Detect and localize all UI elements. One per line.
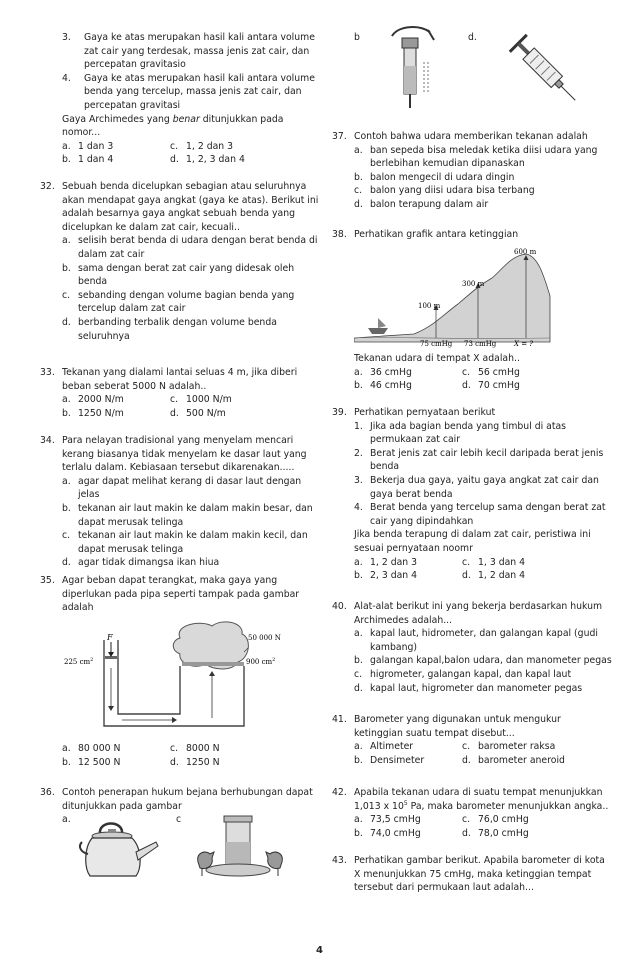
- question-43: 43. Perhatikan gambar berikut. Apabila barometer di kota X menunjukkan 75 cmHg, maka ketinggian tempat tersebut dari permukaan laut adalah...: [332, 854, 612, 895]
- option-b[interactable]: b. 74,0 cmHg: [354, 827, 421, 839]
- question-stem: Contoh bahwa udara memberikan tekanan adalah: [354, 131, 588, 142]
- option-a-label[interactable]: a.: [62, 814, 71, 826]
- label-x: X = ?: [514, 340, 534, 348]
- option-d[interactable]: d. 78,0 cmHg: [462, 827, 529, 839]
- statement-2: 2. Berat jenis zat cair lebih kecil daripada berat jenis benda: [354, 447, 604, 473]
- question-38-options: Tekanan udara di tempat X adalah.. a. 36 cmHg c. 56 cmHg b. 46 cmHg d. 70 cmHg: [332, 352, 612, 393]
- hydraulic-pipe-figure: [62, 618, 302, 740]
- option-a[interactable]: a. selisih berat benda di udara dengan berat benda di dalam zat cair: [62, 235, 318, 260]
- question-stem: Agar beban dapat terangkat, maka gaya yang diperlukan pada pipa seperti tampak pada gambar adalah: [62, 575, 300, 614]
- option-c[interactable]: c. balon yang diisi udara bisa terbang: [354, 185, 535, 197]
- big-piston: [182, 662, 244, 666]
- option-c[interactable]: c. 1, 2 dan 3: [170, 140, 234, 152]
- option-a[interactable]: a. 36 cmHg: [354, 366, 412, 378]
- question-38: 38. Perhatikan grafik antara ketinggian: [332, 228, 612, 242]
- label-73cmhg: 73 cmHg: [464, 340, 497, 348]
- syringe-image: [502, 24, 582, 110]
- question-36: 36. Contoh penerapan hukum bejana berhubungan dapat ditunjukkan pada gambar a. c: [40, 786, 320, 827]
- label-300m: 300 m: [462, 280, 485, 288]
- option-d[interactable]: d. 1, 2 dan 4: [462, 570, 526, 582]
- option-b[interactable]: b. 12 500 N: [62, 756, 121, 768]
- question-35-options: [40, 742, 320, 769]
- statement-3: 3. Bekerja dua gaya, yaitu gaya angkat zat cair dan gaya berat benda: [354, 474, 599, 500]
- option-b[interactable]: b. tekanan air laut makin ke dalam makin besar, dan dapat merusak telinga: [62, 502, 313, 528]
- question-37: 37. Contoh bahwa udara memberikan tekanan adalah a. ban sepeda bisa meledak ketika diisi udara yang berlebihan kemudian dipanaskan b. balon mengecil di udara dingin c. balon yang diisi udara bisa terbang d. balon terapung dalam air: [332, 130, 612, 212]
- small-area-label: 225 $cm^2$: [64, 657, 94, 666]
- label-100m: 100 m: [418, 302, 441, 310]
- option-c[interactable]: c. 8000 N: [170, 743, 220, 754]
- option-a[interactable]: a. kapal laut, hidrometer, dan galangan kapal (gudi kambang): [354, 628, 598, 653]
- question-stem: Perhatikan pernyataan berikut: [354, 407, 496, 418]
- option-d[interactable]: d. agar tidak dimangsa ikan hiua: [62, 557, 220, 569]
- question-stem: Alat-alat berikut ini yang bekerja berdasarkan hukum Archimedes adalah...: [354, 601, 603, 626]
- option-c-label[interactable]: c: [176, 814, 182, 826]
- option-b[interactable]: b. Densimeter: [354, 754, 425, 766]
- label-600m: 600 m: [514, 248, 537, 256]
- big-area-label: 900 $cm^2$: [246, 657, 276, 666]
- question-33: 33. Tekanan yang dialami lantai seluas 4 m, jika diberi beban seberat 5000 N adalah.. a. 2000 N/m c. 1000 N/m b. 1250 N/m d. 500 N/m: [40, 366, 320, 420]
- option-b[interactable]: b. 1250 N/m: [62, 407, 124, 419]
- option-c[interactable]: c. barometer raksa: [462, 741, 556, 753]
- option-d[interactable]: d. 70 cmHg: [462, 380, 520, 392]
- option-d-label[interactable]: d.: [468, 32, 477, 43]
- kettle-image: [78, 812, 164, 882]
- question-stem: Apabila tekanan udara di suatu tempat menunjukkan 1,013 x $10^5$ Pa, maka barometer menunjukkan angka..: [354, 787, 609, 812]
- option-b-label[interactable]: b: [354, 32, 360, 43]
- question-34: 34. Para nelayan tradisional yang menyelam mencari kerang biasanya tidak menyelam ke dasar laut yang terlalu dalam. Kebiasaan tersebut dikarenakan..... a. agar dapat melihat kerang di dasar laut dengan jelas b. tekanan air laut makin ke dalam makin besar, dan dapat merusak telinga c. tekanan air laut makin ke dalam makin kecil, dan dapat merusak telinga d. agar tidak dimangsa ikan hiua: [40, 434, 320, 570]
- option-c[interactable]: c. 1000 N/m: [170, 394, 232, 406]
- question-40: 40. Alat-alat berikut ini yang bekerja berdasarkan hukum Archimedes adalah... a. kapal laut, hidrometer, dan galangan kapal (gudi kambang) b. galangan kapal,balon udara, dan manometer pegas c. higrometer, galangan kapal, dan kapal laut d. kapal laut, higrometer dan manometer pegas: [332, 601, 612, 694]
- question-stem: Barometer yang digunakan untuk mengukur ketinggian suatu tempat disebut...: [354, 714, 561, 739]
- question-42: 42. Apabila tekanan udara di suatu tempat menunjukkan 1,013 x $10^5$ Pa, maka barometer menunjukkan angka.. a. 73,5 cmHg c. 76,0 cmHg b. 74,0 cmHg d. 78,0 cmHg: [332, 786, 612, 840]
- question-stem: Tekanan yang dialami lantai seluas 4 m, jika diberi beban seberat 5000 N adalah..: [62, 367, 298, 392]
- question-41: 41. Barometer yang digunakan untuk mengukur ketinggian suatu tempat disebut... a. Altimeter c. barometer raksa b. Densimeter d. barometer aneroid: [332, 713, 612, 767]
- statement-3: 3. Gaya ke atas merupakan hasil kali antara volume zat cair yang terdesak, massa jenis zat cair, dan percepatan gravitasio: [62, 32, 315, 71]
- option-b[interactable]: b. 1 dan 4: [62, 154, 114, 166]
- question-31-continuation: [40, 31, 320, 167]
- option-a[interactable]: a. Altimeter: [354, 741, 414, 753]
- option-d[interactable]: d. balon terapung dalam air: [354, 198, 489, 210]
- answer-options: [62, 140, 320, 167]
- option-b[interactable]: b. sama dengan berat zat cair yang didesak oleh benda: [62, 262, 295, 288]
- option-c[interactable]: c. tekanan air laut makin ke dalam makin kecil, dan dapat merusak telinga: [62, 530, 308, 555]
- option-a[interactable]: a. agar dapat melihat kerang di dasar laut dengan jelas: [62, 475, 302, 501]
- option-a[interactable]: a. 1 dan 3: [62, 140, 114, 152]
- option-a[interactable]: a. 2000 N/m: [62, 394, 124, 406]
- question-32: 32. Sebuah benda dicelupkan sebagian atau seluruhnya akan mendapat gaya angkat (gaya ke atas). Berikut ini adalah besarnya gaya angkat sebuah benda yang dicelupkan ke dalam zat cair, kecuali.. a. selisih berat benda di udara dengan berat benda di dalam zat cair b. sama dengan berat zat cair yang didesak oleh benda c. sebanding dengan volume bagian benda yang tercelup dalam zat cair d. berbanding terbalik dengan volume benda seluruhnya: [40, 181, 319, 342]
- option-c[interactable]: c. 1, 3 dan 4: [462, 556, 526, 568]
- option-d[interactable]: d. kapal laut, higrometer dan manometer pegas: [354, 682, 583, 694]
- hand-pump-image: [384, 22, 440, 114]
- statement-4: 4. Berat benda yang tercelup sama dengan berat zat cair yang dipindahkan: [354, 502, 606, 527]
- statement-1: 1. Jika ada bagian benda yang timbul di atas permukaan zat cair: [354, 420, 567, 446]
- option-d[interactable]: d. barometer aneroid: [462, 754, 565, 766]
- option-a[interactable]: a. 1, 2 dan 3: [354, 556, 418, 568]
- question-stem: Sebuah benda dicelupkan sebagian atau seluruhnya akan mendapat gaya angkat (gaya ke atas). Berikut ini adalah besarnya gaya angkat sebuah benda yang dicelupkan ke dalam zat cair, kecuali..: [62, 181, 319, 233]
- question-35: 35. Agar beban dapat terangkat, maka gaya yang diperlukan pada pipa seperti tampak pada gambar adalah: [40, 574, 320, 615]
- question-stem: Contoh penerapan hukum bejana berhubungan dapat ditunjukkan pada gambar: [62, 787, 313, 812]
- option-d[interactable]: d. 500 N/m: [170, 407, 226, 419]
- option-b[interactable]: b. 2, 3 dan 4: [354, 570, 418, 582]
- page-number: 4: [316, 945, 323, 956]
- option-c[interactable]: c. 76,0 cmHg: [462, 814, 529, 826]
- option-c[interactable]: c. higrometer, galangan kapal, dan kapal laut: [354, 668, 572, 680]
- question-stem: Para nelayan tradisional yang menyelam mencari kerang biasanya tidak menyelam ke dasar laut yang terlalu dalam. Kebiasaan tersebut dikarenakan.....: [62, 435, 307, 474]
- option-b[interactable]: b. 46 cmHg: [354, 380, 412, 392]
- option-a[interactable]: a. 80 000 N: [62, 743, 121, 754]
- question-stem: Perhatikan grafik antara ketinggian: [354, 229, 519, 240]
- label-75cmhg: 75 cmHg: [420, 340, 453, 348]
- option-a[interactable]: a. 73,5 cmHg: [354, 814, 421, 826]
- altitude-mountain-figure: [354, 246, 554, 348]
- option-b[interactable]: b. galangan kapal,balon udara, dan manometer pegas: [354, 655, 612, 667]
- question-prompt: Gaya Archimedes yang benar ditunjukkan pada nomor...: [62, 113, 284, 139]
- option-a[interactable]: a. ban sepeda bisa meledak ketika diisi udara yang berlebihan kemudian dipanaskan: [354, 144, 598, 170]
- statement-4: 4. Gaya ke atas merupakan hasil kali antara volume benda yang tercelup, massa jenis zat cair, dan percepatan gravitasi: [62, 72, 315, 111]
- bird-drinker-image: [192, 812, 292, 882]
- option-c[interactable]: c. 56 cmHg: [462, 366, 520, 378]
- option-b[interactable]: b. balon mengecil di udara dingin: [354, 171, 515, 183]
- option-c[interactable]: c. sebanding dengan volume bagian benda yang tercelup dalam zat cair: [62, 289, 295, 315]
- question-39: 39. Perhatikan pernyataan berikut 1. Jika ada bagian benda yang timbul di atas permukaan zat cair 2. Berat jenis zat cair lebih kecil daripada berat jenis benda 3. Bekerja dua gaya, yaitu gaya angkat zat cair dan gaya berat benda 4. Berat benda yang tercelup sama dengan berat zat cair yang dipindahkan Jika benda terapung di dalam zat cair, peristiwa ini sesuai pernyataan noomr a. 1, 2 dan 3 c. 1, 3 dan 4 b. 2, 3 dan 4 d. 1, 2 dan 4: [332, 406, 612, 583]
- question-stem: Perhatikan gambar berikut. Apabila barometer di kota X menunjukkan 75 cmHg, maka ketinggian tempat tersebut dari permukaan laut adalah...: [354, 855, 605, 894]
- option-d[interactable]: d. 1250 N: [170, 756, 220, 768]
- option-d[interactable]: d. 1, 2, 3 dan 4: [170, 154, 245, 166]
- load-label: 50 000 N: [248, 634, 281, 642]
- force-label: F: [107, 633, 113, 642]
- option-d[interactable]: d. berbanding terbalik dengan volume benda seluruhnya: [62, 316, 277, 342]
